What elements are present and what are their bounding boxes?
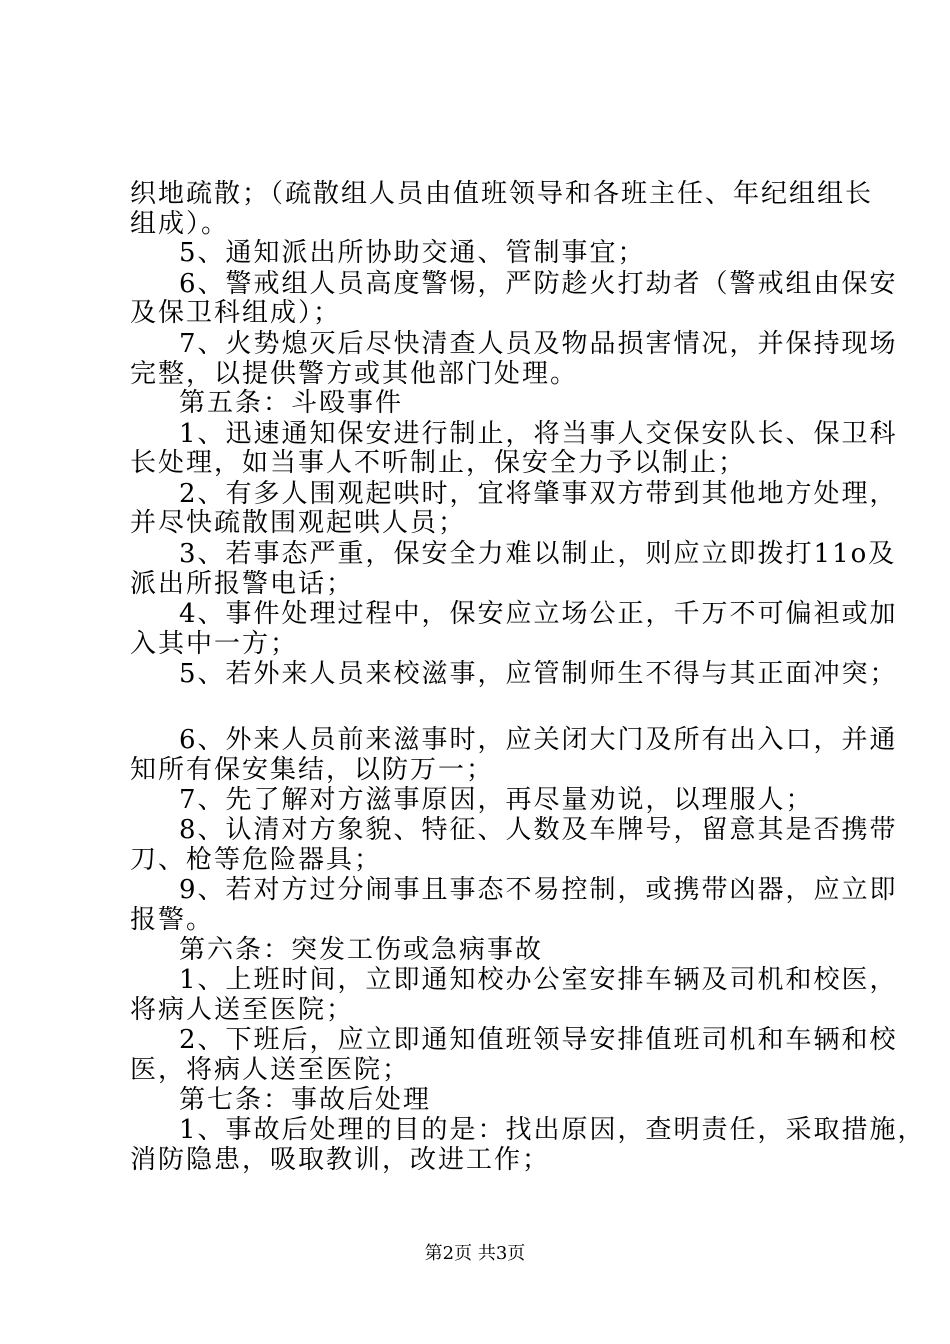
text-line: 长处理，如当事人不听制止，保安全力予以制止； (130, 448, 747, 478)
section-heading: 第六条：突发工伤或急病事故 (179, 935, 544, 965)
text-line: 1、上班时间，立即通知校办公室安排车辆及司机和校医， (179, 965, 898, 995)
text-line: 1、迅速通知保安进行制止，将当事人交保安队长、保卫科 (179, 419, 898, 449)
text-line: 7、先了解对方滋事原因，再尽量劝说，以理服人； (179, 785, 814, 815)
text-line: 6、警戒组人员高度警惕，严防趁火打劫者（警戒组由保安 (179, 269, 898, 299)
text-line: 医，将病人送至医院； (130, 1055, 411, 1085)
text-line: 将病人送至医院； (130, 995, 355, 1025)
text-line: 4、事件处理过程中，保安应立场公正，千万不可偏袒或加 (179, 599, 898, 629)
text-line: 入其中一方； (130, 629, 299, 659)
text-line: 1、事故后处理的目的是：找出原因，查明责任，采取措施， (179, 1115, 926, 1145)
text-line: 并尽快疏散围观起哄人员； (130, 508, 467, 538)
text-line: 知所有保安集结，以防万一； (130, 755, 495, 785)
text-line: 3、若事态严重，保安全力难以制止，则应立即拨打11o及 (179, 539, 897, 569)
text-line: 7、火势熄灭后尽快清查人员及物品损害情况，并保持现场 (179, 329, 898, 359)
text-line: 派出所报警电话； (130, 569, 355, 599)
text-line: 8、认清对方象貌、特征、人数及车牌号，留意其是否携带 (179, 815, 898, 845)
text-line: 组成）。 (130, 209, 230, 239)
text-line: 及保卫科组成）； (130, 298, 342, 328)
text-line: 报警。 (130, 905, 215, 935)
text-line: 5、通知派出所协助交通、管制事宜； (179, 238, 646, 268)
text-line: 消防隐患，吸取教训，改进工作； (130, 1145, 551, 1175)
text-line: 织地疏散；（疏散组人员由值班领导和各班主任、年纪组组长 (130, 179, 874, 209)
text-line: 完整，以提供警方或其他部门处理。 (130, 359, 579, 389)
text-line: 2、下班后，应立即通知值班领导安排值班司机和车辆和校 (179, 1025, 898, 1055)
text-line: 9、若对方过分闹事且事态不易控制，或携带凶器，应立即 (179, 875, 898, 905)
text-line: 2、有多人围观起哄时，宜将肇事双方带到其他地方处理， (179, 479, 898, 509)
text-line: 刀、枪等危险器具； (130, 845, 383, 875)
page-number-footer: 第2页 共3页 (424, 1243, 526, 1264)
section-heading: 第七条：事故后处理 (179, 1085, 432, 1115)
text-line: 6、外来人员前来滋事时，应关闭大门及所有出入口，并通 (179, 725, 898, 755)
text-line: 5、若外来人员来校滋事，应管制师生不得与其正面冲突； (179, 659, 898, 689)
section-heading: 第五条：斗殴事件 (179, 388, 404, 418)
